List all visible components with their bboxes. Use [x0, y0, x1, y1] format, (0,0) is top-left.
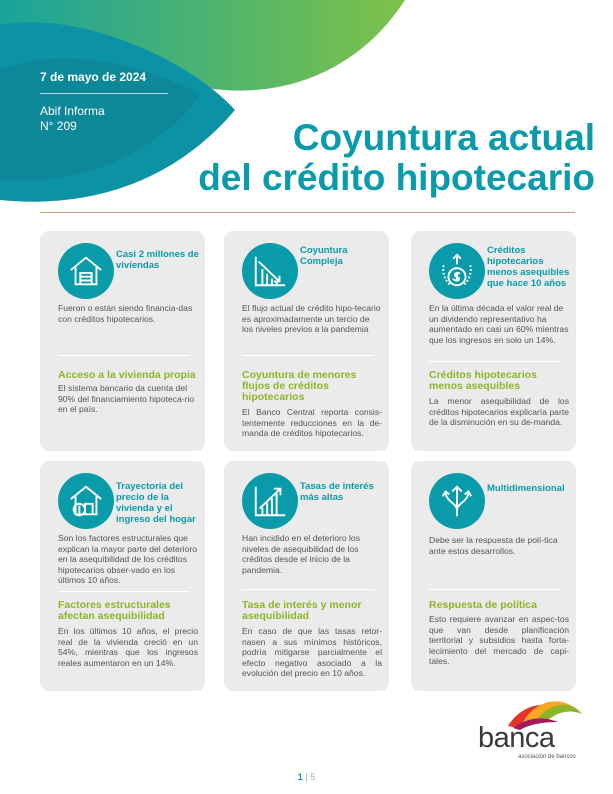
page-total: 5 — [310, 772, 316, 782]
card-subbody: En caso de que las tasas retor-nasen a sus mínimos históricos, podría mitigarse parcialmente el efecto negativo asociado a la evolución del precio en 10 años. — [242, 626, 382, 678]
logo-tagline: asociación de bancos — [518, 754, 576, 760]
card-body: Han incidido en el deterioro los niveles de asequibilidad de los créditos desde el inicio de la pandemia. — [242, 533, 360, 575]
card-body: Son los factores estructurales que explican la mayor parte del deterioro en la asequibilidad de los créditos hipotecarios obser-vado en los últimos 10 años. — [58, 533, 198, 585]
card-subtitle: Respuesta de política — [429, 599, 537, 611]
publication-name: Abif Informa — [40, 104, 105, 118]
card-divider — [429, 361, 561, 362]
card-trajectory — [40, 461, 205, 691]
card-subtitle: Acceso a la vivienda propia — [58, 369, 196, 381]
card-divider — [429, 589, 561, 590]
card-subbody: El sistema bancario da cuenta del 90% del financiamiento hipoteca-rio en el país. — [58, 383, 195, 414]
card-label: Coyuntura Compleja — [300, 245, 348, 267]
date-divider — [40, 93, 168, 94]
card-label: Casi 2 millones de viviendas — [116, 249, 199, 271]
card-label: Tasas de interés más altas — [300, 481, 374, 503]
page-title — [125, 118, 595, 198]
card-multidimensional — [411, 461, 576, 691]
card-subbody: La menor asequibilidad de los créditos hipotecarios explicaría parte de la disminución en su de-manda. — [429, 396, 569, 427]
card-subtitle: Coyuntura de menores flujos de créditos hipotecarios — [242, 369, 357, 403]
title-line-2: del crédito hipotecario — [198, 157, 595, 198]
card-body: Fueron o están siendo financia-das con créditos hipotecarios. — [58, 303, 193, 324]
card-subtitle: Créditos hipotecarios menos asequibles — [429, 369, 537, 392]
banca-logo — [468, 692, 588, 772]
card-subbody: El Banco Central reporta consis-tentemente reducciones en la de-manda de créditos hipotecarios. — [242, 407, 382, 438]
card-housing — [40, 231, 205, 451]
publication-info — [40, 104, 105, 134]
house-dollar-icon — [58, 473, 114, 529]
declining-chart-icon — [242, 243, 298, 299]
title-line-1: Coyuntura actual — [292, 117, 595, 158]
card-divider — [242, 589, 374, 590]
page-separator: | — [305, 772, 308, 782]
card-interest — [224, 461, 389, 691]
affordability-icon — [429, 243, 485, 299]
multidirectional-arrows-icon — [429, 473, 485, 529]
card-label: Trayectoria del precio de la vivienda y el ingreso del hogar — [116, 481, 196, 525]
card-divider — [58, 355, 190, 356]
card-body: En la última década el valor real de un dividendo representativo ha aumentado en casi un 60% mientras que los ingresos en solo un 14%. — [429, 303, 569, 345]
card-body: Debe ser la respuesta de polí-tica ante estos desarrollos. — [429, 535, 558, 556]
house-icon — [58, 243, 114, 299]
card-subtitle: Tasa de interés y menor asequibilidad — [242, 599, 362, 622]
logo-word: banca — [478, 722, 555, 754]
card-label: Créditos hipotecarios menos asequibles que hace 10 años — [487, 245, 570, 289]
rising-chart-icon — [242, 473, 298, 529]
card-subtitle: Factores estructurales afectan asequibilidad — [58, 599, 171, 622]
card-divider — [58, 591, 190, 592]
report-date: 7 de mayo de 2024 — [40, 70, 147, 84]
card-label: Multidimensional — [487, 483, 565, 494]
page-number — [0, 772, 613, 782]
card-subbody: En los últimos 10 años, el precio real de la vivienda creció en un 54%, mientras que los ingresos reales aumentaron en un 14%. — [58, 626, 198, 668]
card-divider — [242, 355, 374, 356]
card-body: El flujo actual de crédito hipo-tecario es aproximadamente un tercio de los niveles previos a la pandemia — [242, 303, 381, 334]
title-divider — [40, 212, 575, 213]
card-affordability — [411, 231, 576, 451]
publication-number: N° 209 — [40, 119, 77, 133]
page-current: 1 — [297, 772, 303, 782]
card-complex — [224, 231, 389, 451]
card-subbody: Esto requiere avanzar en aspec-tos que van desde planificación territorial y subsidios hasta forta-lecimiento del mercado de capi-tales. — [429, 614, 569, 666]
